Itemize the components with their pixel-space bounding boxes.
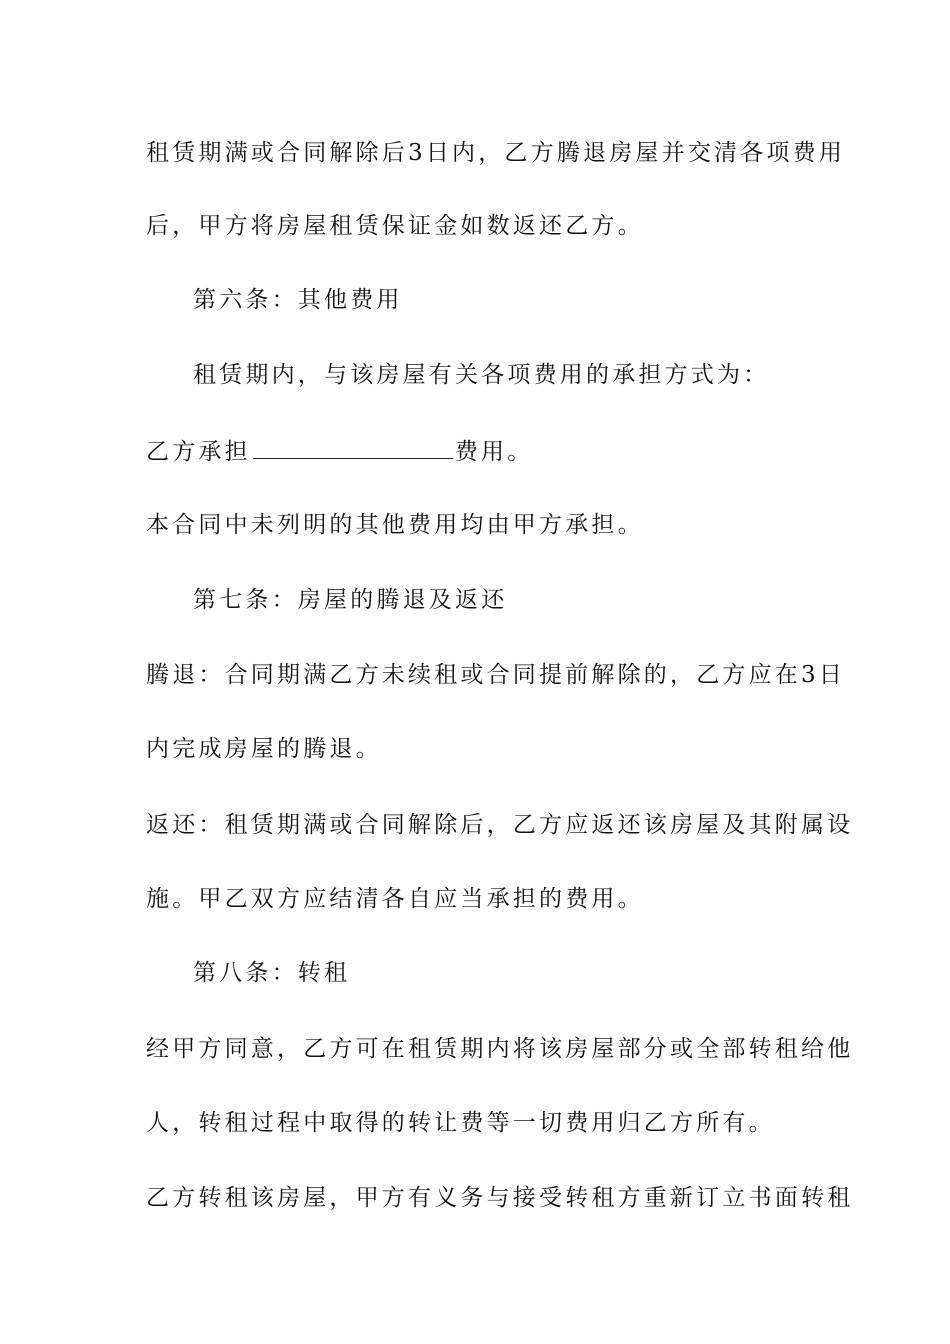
paragraph-line: 施。甲乙双方应结清各自应当承担的费用。	[146, 886, 644, 912]
paragraph-line: 经甲方同意，乙方可在租赁期内将该房屋部分或全部转租给他	[146, 1036, 854, 1062]
fill-in-blank[interactable]	[253, 436, 453, 459]
section-heading-7: 第七条：房屋的腾退及返还	[193, 587, 508, 613]
line-suffix: 费用。	[454, 439, 534, 465]
paragraph-line: 人，转租过程中取得的转让费等一切费用归乙方所有。	[146, 1110, 775, 1136]
paragraph-line: 腾退：合同期满乙方未续租或合同提前解除的，乙方应在3日	[146, 662, 846, 688]
paragraph-line: 租赁期内，与该房屋有关各项费用的承担方式为：	[193, 362, 770, 388]
line-prefix: 乙方承担	[146, 439, 251, 465]
paragraph-line: 本合同中未列明的其他费用均由甲方承担。	[146, 512, 644, 538]
paragraph-line: 后，甲方将房屋租赁保证金如数返还乙方。	[146, 213, 644, 239]
section-heading-6: 第六条：其他费用	[193, 287, 403, 313]
paragraph-line: 内完成房屋的腾退。	[146, 736, 382, 762]
paragraph-line-with-blank	[146, 436, 533, 467]
paragraph-line: 租赁期满或合同解除后3日内，乙方腾退房屋并交清各项费用	[146, 140, 846, 166]
section-heading-8: 第八条：转租	[193, 960, 351, 986]
paragraph-line: 返还：租赁期满或合同解除后，乙方应返还该房屋及其附属设	[146, 812, 854, 838]
paragraph-line: 乙方转租该房屋，甲方有义务与接受转租方重新订立书面转租	[146, 1185, 854, 1211]
